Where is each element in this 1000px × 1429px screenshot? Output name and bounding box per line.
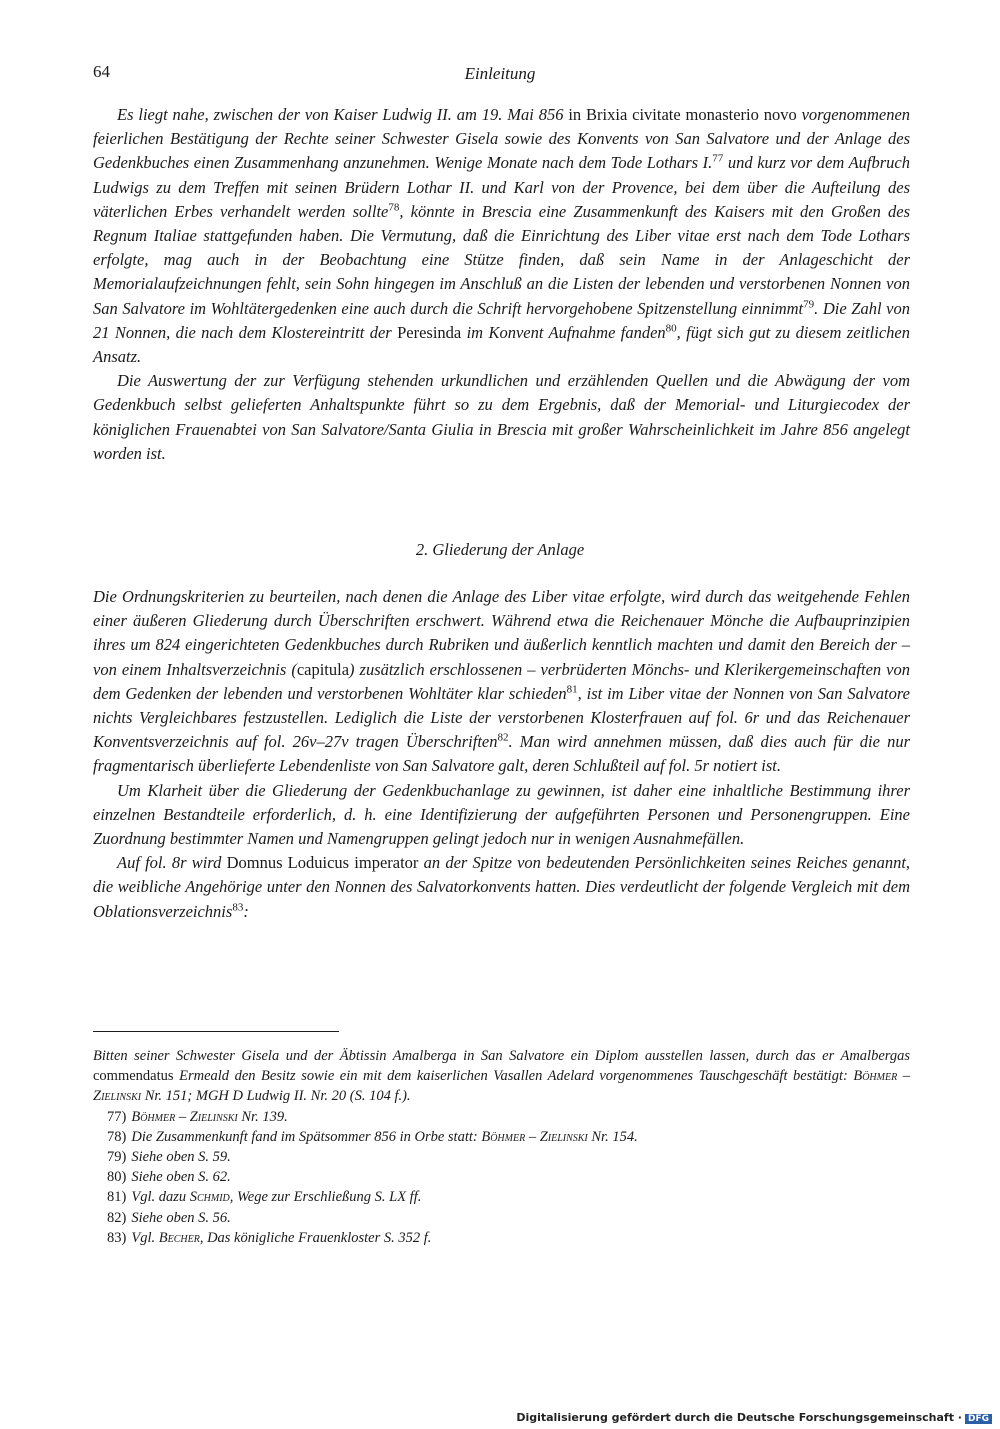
p5-text-a: Auf fol. 8r wird <box>117 853 222 873</box>
footnote-77 <box>93 1107 910 1127</box>
credit-text: Digitalisierung gefördert durch die Deutsche Forschungsgemeinschaft · <box>516 1411 962 1424</box>
p1-text-a: Es liegt nahe, zwischen der von Kaiser Ludwig II. am 19. Mai 856 <box>117 105 564 124</box>
footnote-81 <box>93 1187 910 1207</box>
fn-text: Siehe oben S. 59. <box>131 1149 231 1166</box>
fn-author: Becher <box>158 1229 200 1246</box>
footnote-ref-79[interactable]: 79 <box>803 298 815 311</box>
footnote-78 <box>93 1127 910 1147</box>
p3-text-e: . Man wird annehmen müssen, daß dies auch für die nur fragmentarisch überlieferte Lebendenliste von San Salvatore galt, deren Schlußteil auf fol. 5r notiert ist. <box>93 732 910 776</box>
p1-text-b: in Brixia civitate monasterio novo <box>568 105 797 124</box>
fn-text: Die Zusammenkunft fand im Spätsommer 856 in Orbe statt: <box>131 1128 482 1145</box>
paragraph-3 <box>93 585 910 779</box>
fn-text: Nr. 139. <box>237 1108 288 1125</box>
footnote-divider <box>93 1031 339 1032</box>
paragraph-2: Die Auswertung der zur Verfügung stehenden urkundlichen und erzählenden Quellen und die Abwägung der vom Gedenkbuch selbst gelieferten Anhaltspunkte führt so zu dem Ergebnis, daß der Memorial- und Liturgiecodex der königlichen Frauenabtei von San Salvatore/Santa Giulia in Brescia mit großer Wahrscheinlichkeit im Jahre 856 angelegt worden ist. <box>93 371 910 463</box>
footnote-number: 83) <box>107 1229 127 1246</box>
fn-cont-a: Bitten seiner Schwester Gisela und der Äbtissin Amalberga in San Salvatore ein Diplom ausstellen lassen, durch das er Amalbergas <box>93 1048 910 1064</box>
footnote-ref-83[interactable]: 83 <box>232 901 244 914</box>
running-title: Einleitung <box>464 64 536 83</box>
footnote-number: 81) <box>107 1189 127 1206</box>
fn-cont-c: Ermeald den Besitz sowie ein mit dem kaiserlichen Vasallen Adelard vorgenommenes Tauschgeschäft bestätigt: <box>179 1068 848 1085</box>
footnotes <box>93 1046 910 1248</box>
footnote-number: 78) <box>107 1128 127 1145</box>
text-block-bottom <box>93 585 910 924</box>
footnote-ref-81[interactable]: 81 <box>566 683 578 696</box>
p3-text-c: ) zusätzlich erschlossenen – verbrüderten Mönchs- und Klerikergemeinschaften von dem Gedenken der lebenden und verstorbenen Wohltäter klar schieden <box>93 659 910 703</box>
p5-text-b: Domnus Loduicus imperator <box>226 853 419 873</box>
footnote-ref-77[interactable]: 77 <box>712 152 724 165</box>
footnote-number: 79) <box>107 1149 127 1166</box>
paragraph-1 <box>93 103 910 369</box>
footnote-number: 77) <box>107 1108 127 1125</box>
footnote-list <box>93 1107 910 1248</box>
p1-text-f: . Die Zahl von 21 Nonnen, die nach dem Klostereintritt der <box>93 298 910 342</box>
p1-text-e: , könnte in Brescia eine Zusammenkunft des Kaisers mit den Großen des Regnum Italiae stattgefunden haben. Die Vermutung, daß die Einrichtung des Liber vitae erst nach dem Tode Lothars erfolgte, mag auch in der Beobachtung eine Stütze finden, daß sein Name in der Anlageschicht der Memorialaufzeichnungen fehlt, sein Sohn hingegen im Anschluß an die Listen der lebenden und verstorbenen Nonnen von San Salvatore im Wohltätergedenken eine auch durch die Schrift hervorgehobene Spitzenstellung einnimmt <box>93 201 911 318</box>
footnote-80 <box>93 1167 910 1187</box>
page-number: 64 <box>93 62 110 81</box>
fn-cont-b: commendatus <box>93 1068 174 1085</box>
footnote-ref-80[interactable]: 80 <box>665 322 677 335</box>
fn-author: Schmid <box>189 1189 230 1206</box>
footnote-number: 80) <box>107 1169 127 1186</box>
footnote-ref-82[interactable]: 82 <box>497 731 509 744</box>
fn-text: , Wege zur Erschließung S. LX ff. <box>229 1189 422 1206</box>
text-block-top <box>93 103 910 466</box>
fn-text: Siehe oben S. 62. <box>131 1169 231 1186</box>
paragraph-4: Um Klarheit über die Gliederung der Gedenkbuchanlage zu gewinnen, ist daher eine inhaltliche Bestimmung ihrer einzelnen Bestandteile erforderlich, d. h. eine Identifizierung der aufgeführten Personen und Personengruppen. Eine Zuordnung bestimmter Namen und Namengruppen gelingt jedoch nur in wenigen Ausnahmefällen. <box>93 780 910 849</box>
footnote-ref-78[interactable]: 78 <box>388 201 400 214</box>
p1-text-h: im Konvent Aufnahme fanden <box>466 322 666 342</box>
p5-text-c: an der Spitze von bedeutenden Persönlichkeiten seines Reiches genannt, die weibliche Angehörige unter den Nonnen des Salvatorkonvents hatten. Dies verdeutlicht der folgende Vergleich mit dem Oblationsverzeichnis <box>93 853 911 921</box>
fn-text: Nr. 154. <box>587 1128 638 1145</box>
footnote-82 <box>93 1208 910 1228</box>
footnote-continuation <box>93 1046 910 1107</box>
p1-text-c: vorgenommenen feierlichen Bestätigung der Rechte seiner Schwester Gisela sowie des Konvents von San Salvatore und der Anlage des Gedenkbuches einen Zusammenhang anzunehmen. Wenige Monate nach dem Tode Lothars I. <box>93 105 911 173</box>
p1-text-g: Peresinda <box>397 322 462 342</box>
digitization-credit <box>516 1411 992 1424</box>
footnote-79 <box>93 1147 910 1167</box>
fn-text: Vgl. dazu <box>131 1189 190 1206</box>
p3-text-b: capitula <box>296 659 350 679</box>
p3-text-a: Die Ordnungskriterien zu beurteilen, nach denen die Anlage des Liber vitae erfolgte, wird durch das weitgehende Fehlen einer äußeren Gliederung durch Überschriften erschwert. Während etwa die Reichenauer Mönche die Aufbauprinzipien ihres um 824 eingerichteten Gedenkbuches durch Rubriken und äußerlich kenntlich machten und damit den Bereich der – von einem Inhaltsverzeichnis ( <box>93 587 910 679</box>
footnote-83 <box>93 1228 910 1248</box>
fn-text: Siehe oben S. 56. <box>131 1209 231 1226</box>
paragraph-5 <box>93 851 910 924</box>
p5-text-d: : <box>243 901 249 921</box>
section-heading: 2. Gliederung der Anlage <box>415 540 585 559</box>
fn-author: Böhmer – Zielinski <box>131 1108 238 1125</box>
p1-text-i: , fügt sich gut zu diesem zeitlichen Ansatz. <box>93 322 910 367</box>
dfg-logo-icon: DFG <box>965 1414 992 1424</box>
p1-text-d: und kurz vor dem Aufbruch Ludwigs zu dem Treffen mit seinen Brüdern Lothar II. und Karl von der Provence, bei dem über die Aufteilung des väterlichen Erbes verhandelt werden sollte <box>93 153 910 221</box>
fn-cont-e: Nr. 151; MGH D Ludwig II. Nr. 20 (S. 104 f.). <box>144 1088 411 1105</box>
fn-text: Vgl. <box>131 1229 159 1246</box>
fn-cont-d: Böhmer – Zielinski <box>93 1068 910 1105</box>
footnote-number: 82) <box>107 1209 127 1226</box>
p3-text-d: , ist im Liber vitae der Nonnen von San Salvatore nichts Vergleichbares festzustellen. Lediglich die Liste der verstorbenen Klosterfrauen auf fol. 6r und das Reichenauer Konventsverzeichnis auf fol. 26v–27v tragen Überschriften <box>93 683 910 752</box>
fn-text: , Das königliche Frauenkloster S. 352 f. <box>199 1229 432 1246</box>
fn-author: Böhmer – Zielinski <box>481 1128 588 1145</box>
